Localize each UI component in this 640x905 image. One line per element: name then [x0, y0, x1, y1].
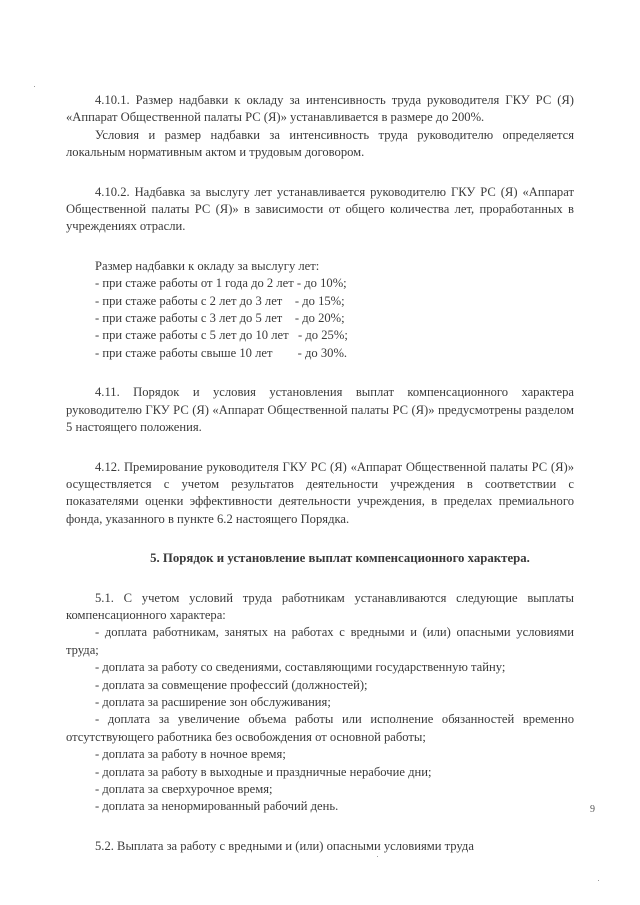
- document-body: [66, 92, 574, 855]
- compensation-item: - доплата за совмещение профессий (должностей);: [95, 677, 368, 692]
- seniority-row: - при стаже работы с 2 лет до 3 лет - до 15%;: [95, 293, 345, 308]
- compensation-item: - доплата за расширение зон обслуживания;: [95, 694, 331, 709]
- compensation-item: - доплата работникам, занятых на работах с вредными и (или) опасными условиями труда;: [66, 625, 574, 657]
- paragraph-5-1: 5.1. С учетом условий труда работникам устанавливаются следующие выплаты компенсационного характера:: [66, 590, 574, 622]
- scan-speck: [34, 86, 35, 87]
- compensation-item: - доплата за сверхурочное время;: [95, 782, 273, 796]
- seniority-row: - при стаже работы с 5 лет до 10 лет - до 25%;: [95, 328, 348, 343]
- compensation-item: - доплата за работу в выходные и праздничные нерабочие дни;: [95, 764, 432, 779]
- compensation-item: - доплата за ненормированный рабочий день.: [95, 799, 339, 814]
- page-number: 9: [590, 804, 595, 815]
- paragraph-5-2: 5.2. Выплата за работу с вредными и (или) опасными условиями труда: [95, 838, 474, 853]
- seniority-list-title: Размер надбавки к окладу за выслугу лет:: [95, 258, 320, 273]
- compensation-item: - доплата за увеличение объема работы или исполнение обязанностей временно отсутствующего работника без освобождения от основной работы;: [66, 712, 574, 744]
- scan-speck: [598, 880, 599, 881]
- section-5-heading: 5. Порядок и установление выплат компенсационного характера.: [150, 551, 530, 566]
- seniority-row: - при стаже работы от 1 года до 2 лет - до 10%;: [95, 276, 347, 291]
- paragraph-4-11: 4.11. Порядок и условия установления выплат компенсационного характера руководителю ГКУ РС (Я) «Аппарат Общественной палаты РС (Я)» предусмотрены разделом 5 настоящего положения.: [66, 385, 574, 435]
- paragraph-4-12: 4.12. Премирование руководителя ГКУ РС (Я) «Аппарат Общественной палаты РС (Я)» осуществляется с учетом результатов деятельности учреждения в соответствии с показателями оценки эффективности деятельности учреждения, в пределах премиального фонда, указанного в пункте 6.2 настоящего Порядка.: [66, 459, 574, 526]
- paragraph-4-10-1-conditions: Условия и размер надбавки за интенсивность труда руководителю определяется локальным нормативным актом и трудовым договором.: [66, 127, 574, 160]
- seniority-row: - при стаже работы свыше 10 лет - до 30%.: [95, 345, 348, 360]
- seniority-row: - при стаже работы с 3 лет до 5 лет - до 20%;: [95, 311, 345, 326]
- seniority-list: [66, 275, 574, 362]
- scan-speck: [377, 856, 378, 857]
- paragraph-4-10-2: 4.10.2. Надбавка за выслугу лет устанавливается руководителю ГКУ РС (Я) «Аппарат Общественной палаты РС (Я)» в зависимости от общего количества лет, проработанных в учреждениях отрасли.: [66, 184, 574, 234]
- compensation-item: - доплата за работу со сведениями, составляющими государственную тайну;: [95, 660, 506, 675]
- paragraph-4-10-1: 4.10.1. Размер надбавки к окладу за интенсивность труда руководителя ГКУ РС (Я) «Аппарат Общественной палаты РС (Я)» устанавливается в размере до 200%.: [66, 93, 574, 125]
- compensation-item: - доплата за работу в ночное время;: [95, 747, 286, 762]
- compensation-list: [66, 624, 574, 815]
